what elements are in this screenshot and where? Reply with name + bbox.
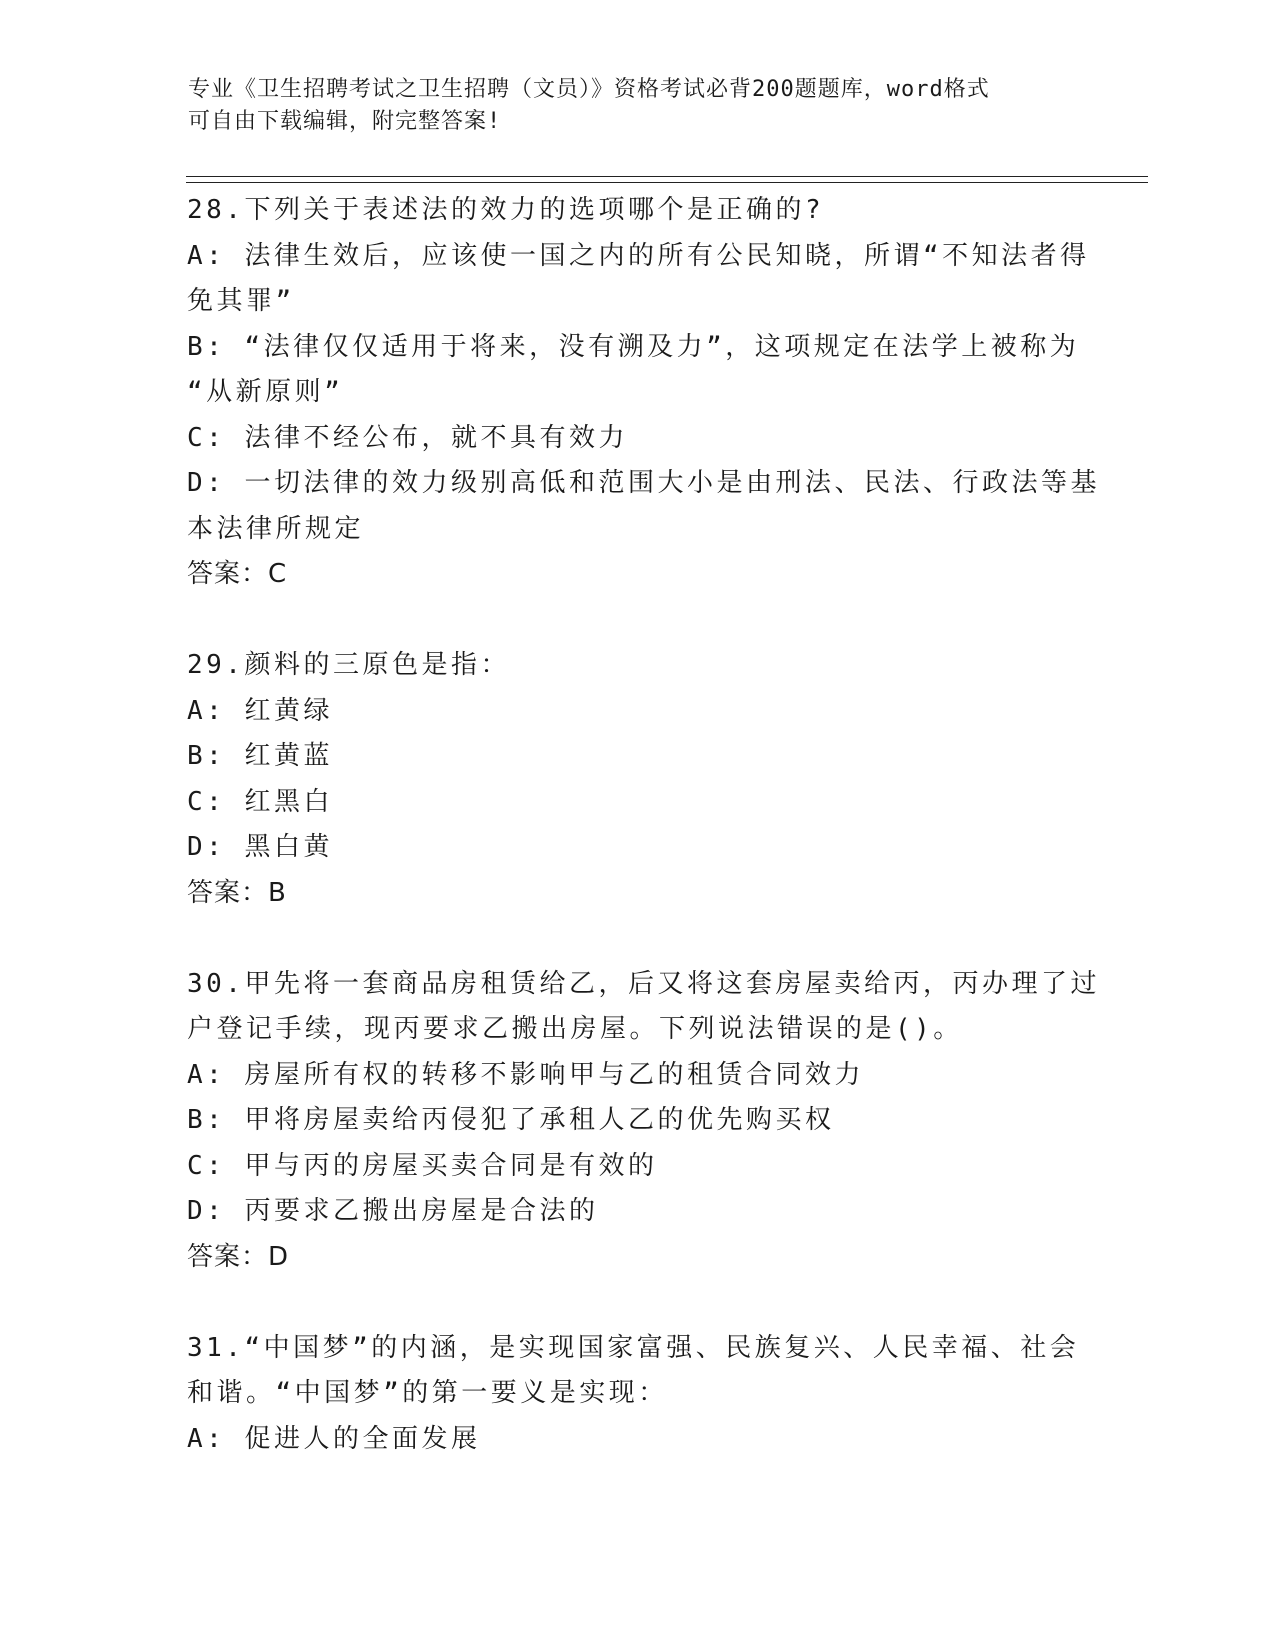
option-c: C: 甲与丙的房屋买卖合同是有效的 [187, 1150, 658, 1181]
question-31 [187, 1326, 1087, 1463]
header-title-line-2: 可自由下载编辑，附完整答案! [188, 109, 502, 134]
question-stem: 29.颜料的三原色是指： [187, 650, 510, 680]
document-header [188, 74, 1088, 138]
question-stem: 28.下列关于表述法的效力的选项哪个是正确的? [187, 195, 825, 225]
question-spacer [187, 1280, 1087, 1326]
option-d: D: 丙要求乙搬出房屋是合法的 [187, 1196, 599, 1226]
question-stem-line-1: 30.甲先将一套商品房租赁给乙，后又将这套房屋卖给丙，丙办理了过 [187, 968, 1100, 999]
question-spacer [187, 598, 1087, 644]
option-d: D: 黑白黄 [187, 832, 333, 862]
question-spacer [187, 916, 1087, 962]
question-28 [187, 188, 1100, 643]
header-rule-top [186, 176, 1148, 177]
answer-label: 答案：B [187, 877, 287, 908]
option-d-line-2: 本法律所规定 [187, 513, 365, 544]
option-b-line-2: “从新原则” [187, 377, 344, 407]
option-c: C: 红黑白 [187, 786, 333, 817]
option-d-line-1: D: 一切法律的效力级别高低和范围大小是由刑法、民法、行政法等基 [187, 468, 1100, 498]
question-stem-line-1: 31.“中国梦”的内涵，是实现国家富强、民族复兴、人民幸福、社会 [187, 1332, 1080, 1363]
answer-label: 答案：C [187, 559, 288, 589]
option-b-line-1: B: “法律仅仅适用于将来，没有溯及力”，这项规定在法学上被称为 [187, 331, 1080, 362]
option-a: A: 房屋所有权的转移不影响甲与乙的租赁合同效力 [187, 1059, 864, 1090]
header-rule-bottom [186, 182, 1148, 183]
question-stem-line-2: 户登记手续，现丙要求乙搬出房屋。下列说法错误的是()。 [187, 1014, 963, 1044]
header-title-line-1: 专业《卫生招聘考试之卫生招聘（文员）》资格考试必背200题题库，word格式 [188, 77, 990, 102]
option-a: A: 促进人的全面发展 [187, 1423, 481, 1454]
question-stem-line-2: 和谐。“中国梦”的第一要义是实现： [187, 1378, 668, 1408]
option-a-line-2: 免其罪” [187, 286, 295, 316]
question-29 [187, 643, 1087, 962]
option-a: A: 红黄绿 [187, 695, 333, 726]
option-c: C: 法律不经公布，就不具有效力 [187, 422, 628, 453]
option-b: B: 红黄蓝 [187, 741, 333, 771]
question-list [187, 188, 1100, 1462]
question-30 [187, 962, 1100, 1326]
option-a-line-1: A: 法律生效后，应该使一国之内的所有公民知晓，所谓“不知法者得 [187, 240, 1090, 271]
option-b: B: 甲将房屋卖给丙侵犯了承租人乙的优先购买权 [187, 1105, 835, 1135]
answer-label: 答案：D [187, 1241, 290, 1272]
